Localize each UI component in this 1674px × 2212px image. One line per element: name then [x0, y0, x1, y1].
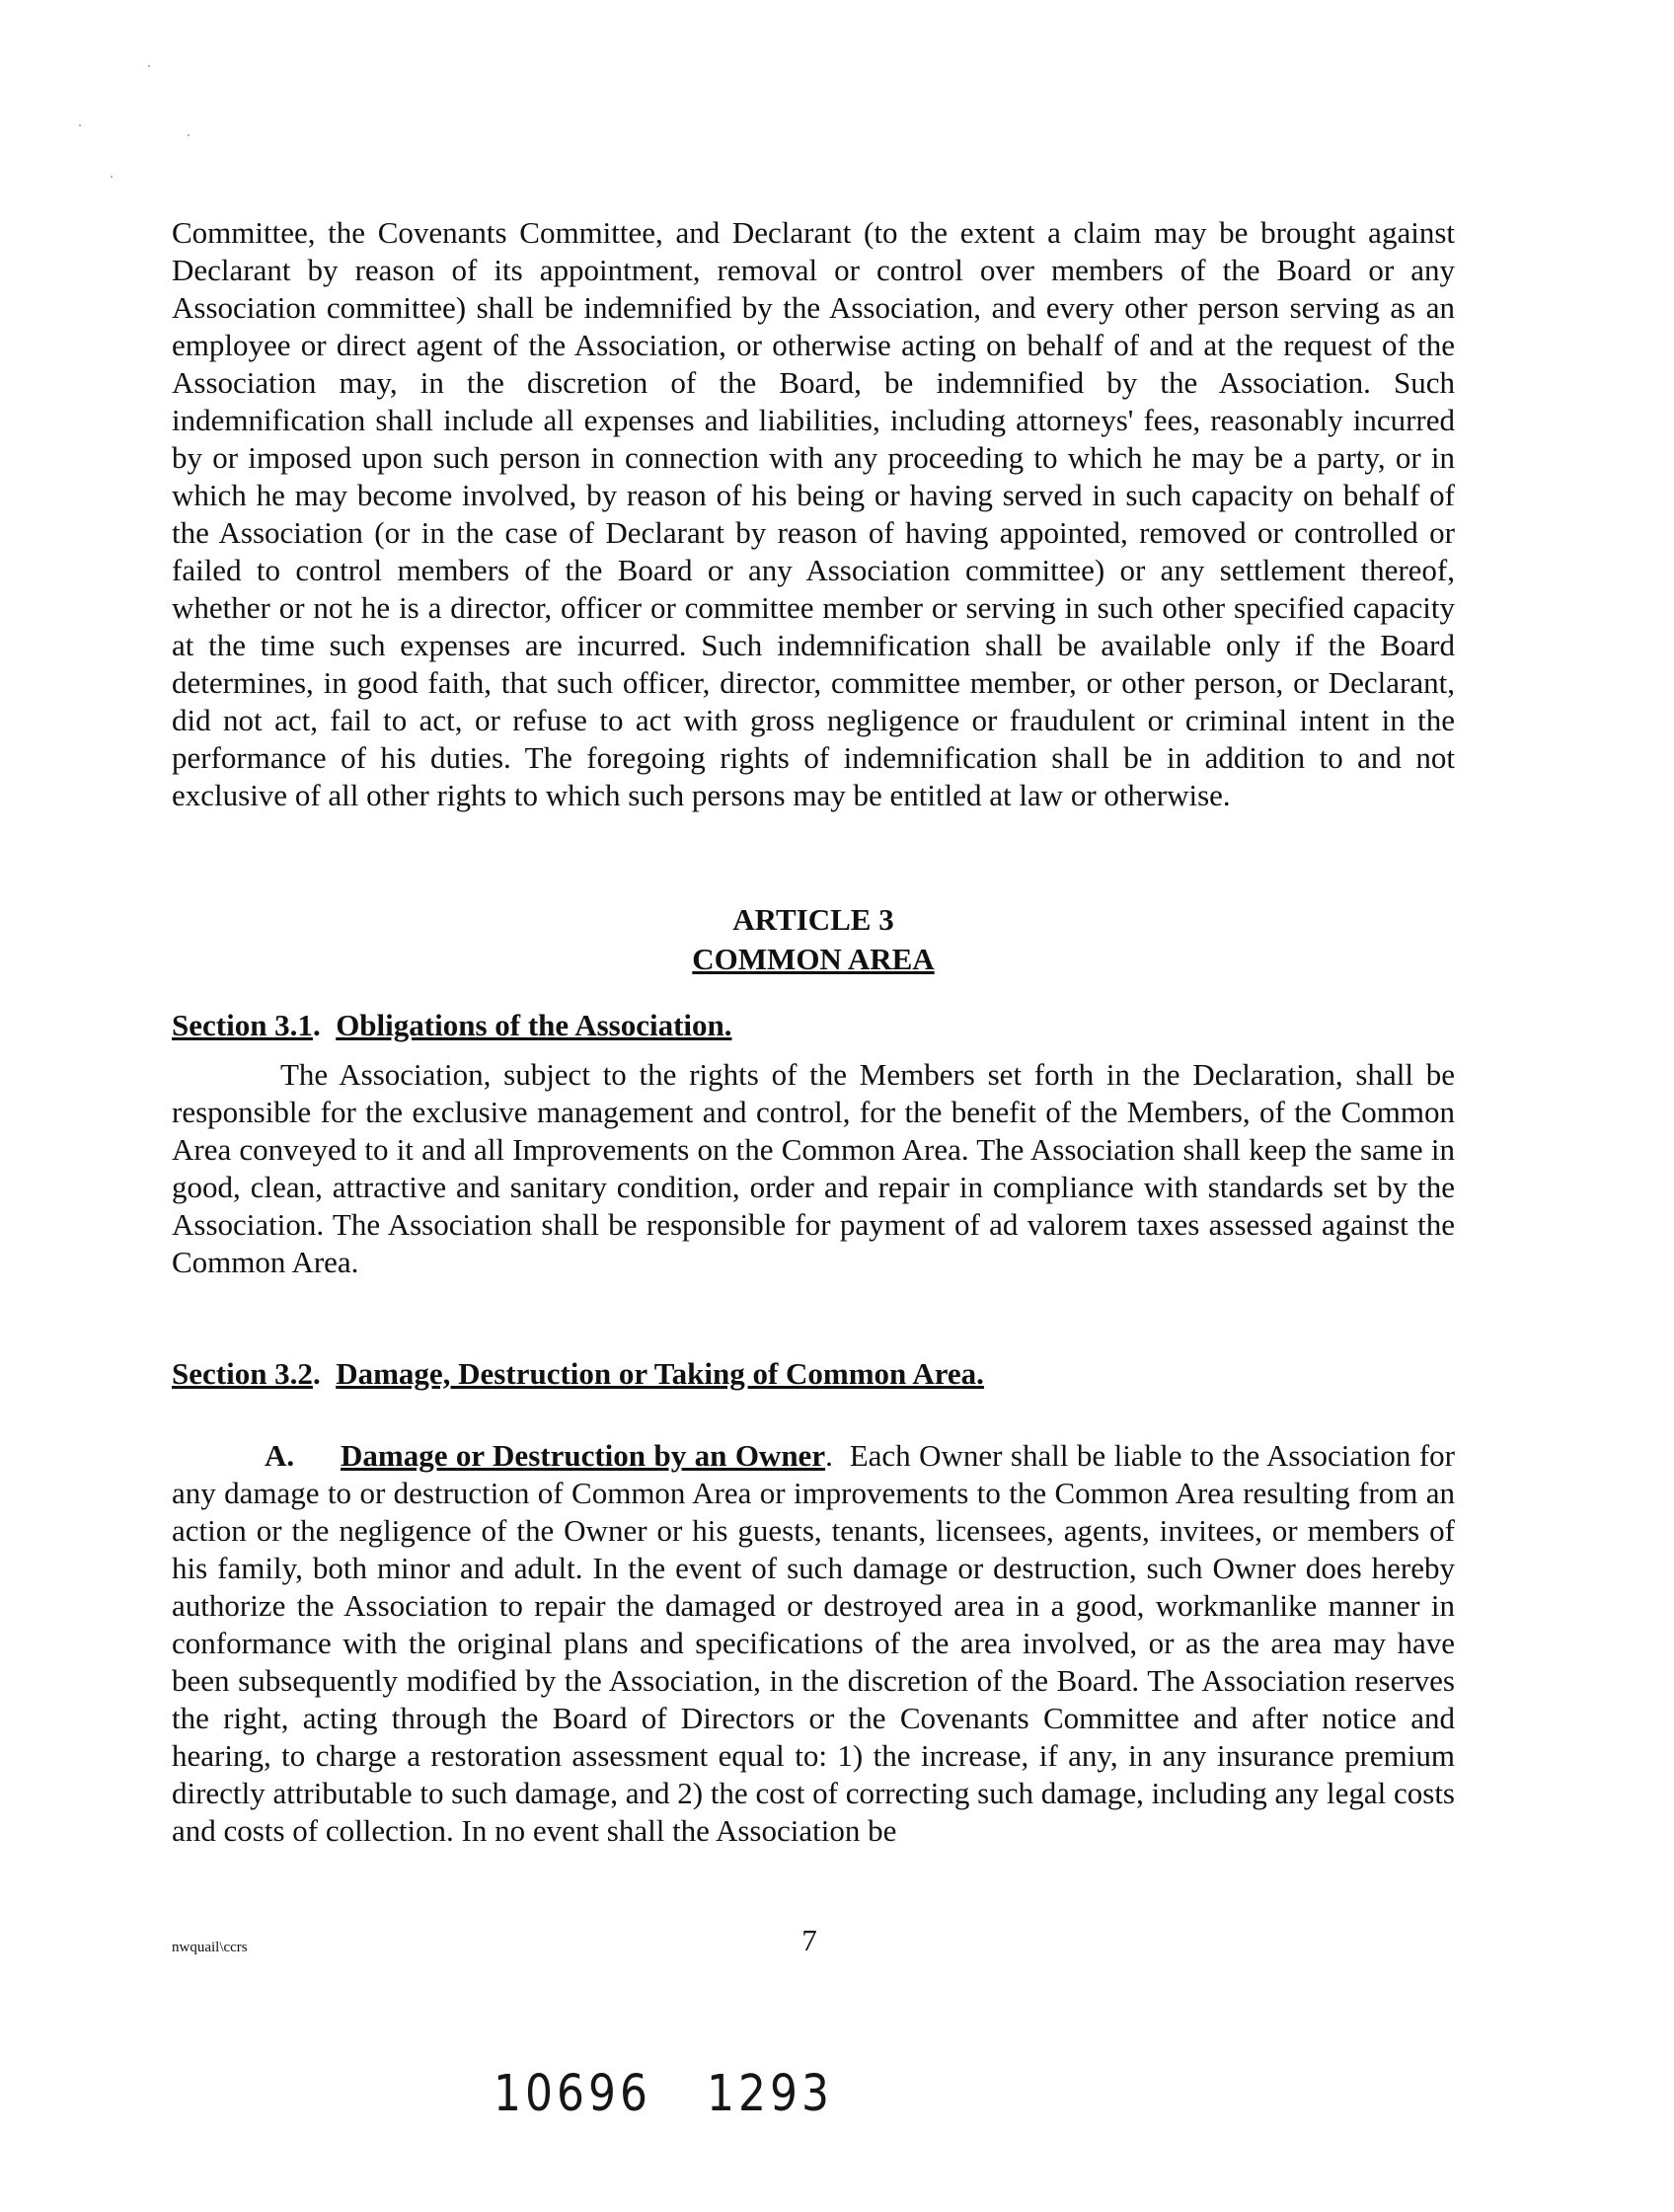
scan-speck: [188, 134, 190, 136]
scan-speck: [111, 176, 113, 178]
footer-file-reference: nwquail\ccrs: [172, 1940, 248, 1955]
footer-page-number: 7: [801, 1923, 817, 1957]
article-number: ARTICLE 3: [732, 902, 894, 937]
recording-volume: 10696: [494, 2065, 651, 2123]
section-3-1-heading: Section 3.1. Obligations of the Association.: [172, 1008, 732, 1042]
subsection-a-label: A.: [265, 1438, 295, 1473]
subsection-a-body: Each Owner shall be liable to the Association for any damage to or destruction of Common Area or improvements to the Common Area resulting from an action or the negligence of the Owner or his guests, tenants, licensees, agents, invitees, or members of his family, both minor and adult. In the event of such damage or destruction, such Owner does hereby authorize the Association to repair the damaged or destroyed area in a good, workmanlike manner in conformance with the original plans and specifications of the area involved, or as the area may have been subsequently modified by the Association, in the discretion of the Board. The Association reserves the right, acting through the Board of Directors or the Covenants Committee and after notice and hearing, to charge a restoration assessment equal to: 1) the increase, if any, in any insurance premium directly attributable to such damage, and 2) the cost of correcting such damage, including any legal costs and costs of collection. In no event shall the Association be: [172, 1438, 1455, 1848]
section-3-1-body: The Association, subject to the rights of the Members set forth in the Declaration, shall be responsible for the exclusive management and control, for the benefit of the Members, of the Common Area conveyed to it and all Improvements on the Common Area. The Association shall keep the same in good, clean, attractive and sanitary condition, order and repair in compliance with standards set by the Association. The Association shall be responsible for payment of ad valorem taxes assessed against the Common Area.: [172, 1057, 1455, 1279]
recording-stamp: [494, 2065, 833, 2123]
section-3-2-heading: Section 3.2. Damage, Destruction or Taking of Common Area.: [172, 1356, 984, 1391]
article-heading: [172, 900, 1455, 979]
section-3-2-label: Section 3.2: [172, 1356, 313, 1391]
scan-speck: [148, 65, 150, 67]
section-3-2-title: Damage, Destruction or Taking of Common Area.: [336, 1356, 984, 1391]
subsection-a-title: Damage or Destruction by an Owner: [341, 1438, 826, 1473]
section-3-1-title: Obligations of the Association.: [336, 1008, 732, 1042]
scan-speck: [79, 124, 81, 126]
section-3-2-a-paragraph: A. Damage or Destruction by an Owner. Each Owner shall be liable to the Association for any damage to or destruction of Common Area or improvements to the Common Area resulting from an action or the negligence of the Owner or his guests, tenants, licensees, agents, invitees, or members of his family, both minor and adult. In the event of such damage or destruction, such Owner does hereby authorize the Association to repair the damaged or destroyed area in a good, workmanlike manner in conformance with the original plans and specifications of the area involved, or as the area may have been subsequently modified by the Association, in the discretion of the Board. The Association reserves the right, acting through the Board of Directors or the Covenants Committee and after notice and hearing, to charge a restoration assessment equal to: 1) the increase, if any, in any insurance premium directly attributable to such damage, and 2) the cost of correcting such damage, including any legal costs and costs of collection. In no event shall the Association be: [172, 1438, 1455, 1848]
article-title: COMMON AREA: [692, 942, 935, 976]
recording-page: 1293: [706, 2065, 833, 2123]
section-3-1-label: Section 3.1: [172, 1008, 313, 1042]
indemnification-paragraph: Committee, the Covenants Committee, and Declarant (to the extent a claim may be brought against Declarant by reason of its appointment, removal or control over members of the Board or any Association committee) shall be indemnified by the Association, and every other person serving as an employee or direct agent of the Association, or otherwise acting on behalf of and at the request of the Association may, in the discretion of the Board, be indemnified by the Association. Such indemnification shall include all expenses and liabilities, including attorneys' fees, reasonably incurred by or imposed upon such person in connection with any proceeding to which he may be a party, or in which he may become involved, by reason of his being or having served in such capacity on behalf of the Association (or in the case of Declarant by reason of having appointed, removed or controlled or failed to control members of the Board or any Association committee) or any settlement thereof, whether or not he is a director, officer or committee member or serving in such other specified capacity at the time such expenses are incurred. Such indemnification shall be available only if the Board determines, in good faith, that such officer, director, committee member, or other person, or Declarant, did not act, fail to act, or refuse to act with gross negligence or fraudulent or criminal intent in the performance of his duties. The foregoing rights of indemnification shall be in addition to and not exclusive of all other rights to which such persons may be entitled at law or otherwise.: [172, 215, 1455, 812]
